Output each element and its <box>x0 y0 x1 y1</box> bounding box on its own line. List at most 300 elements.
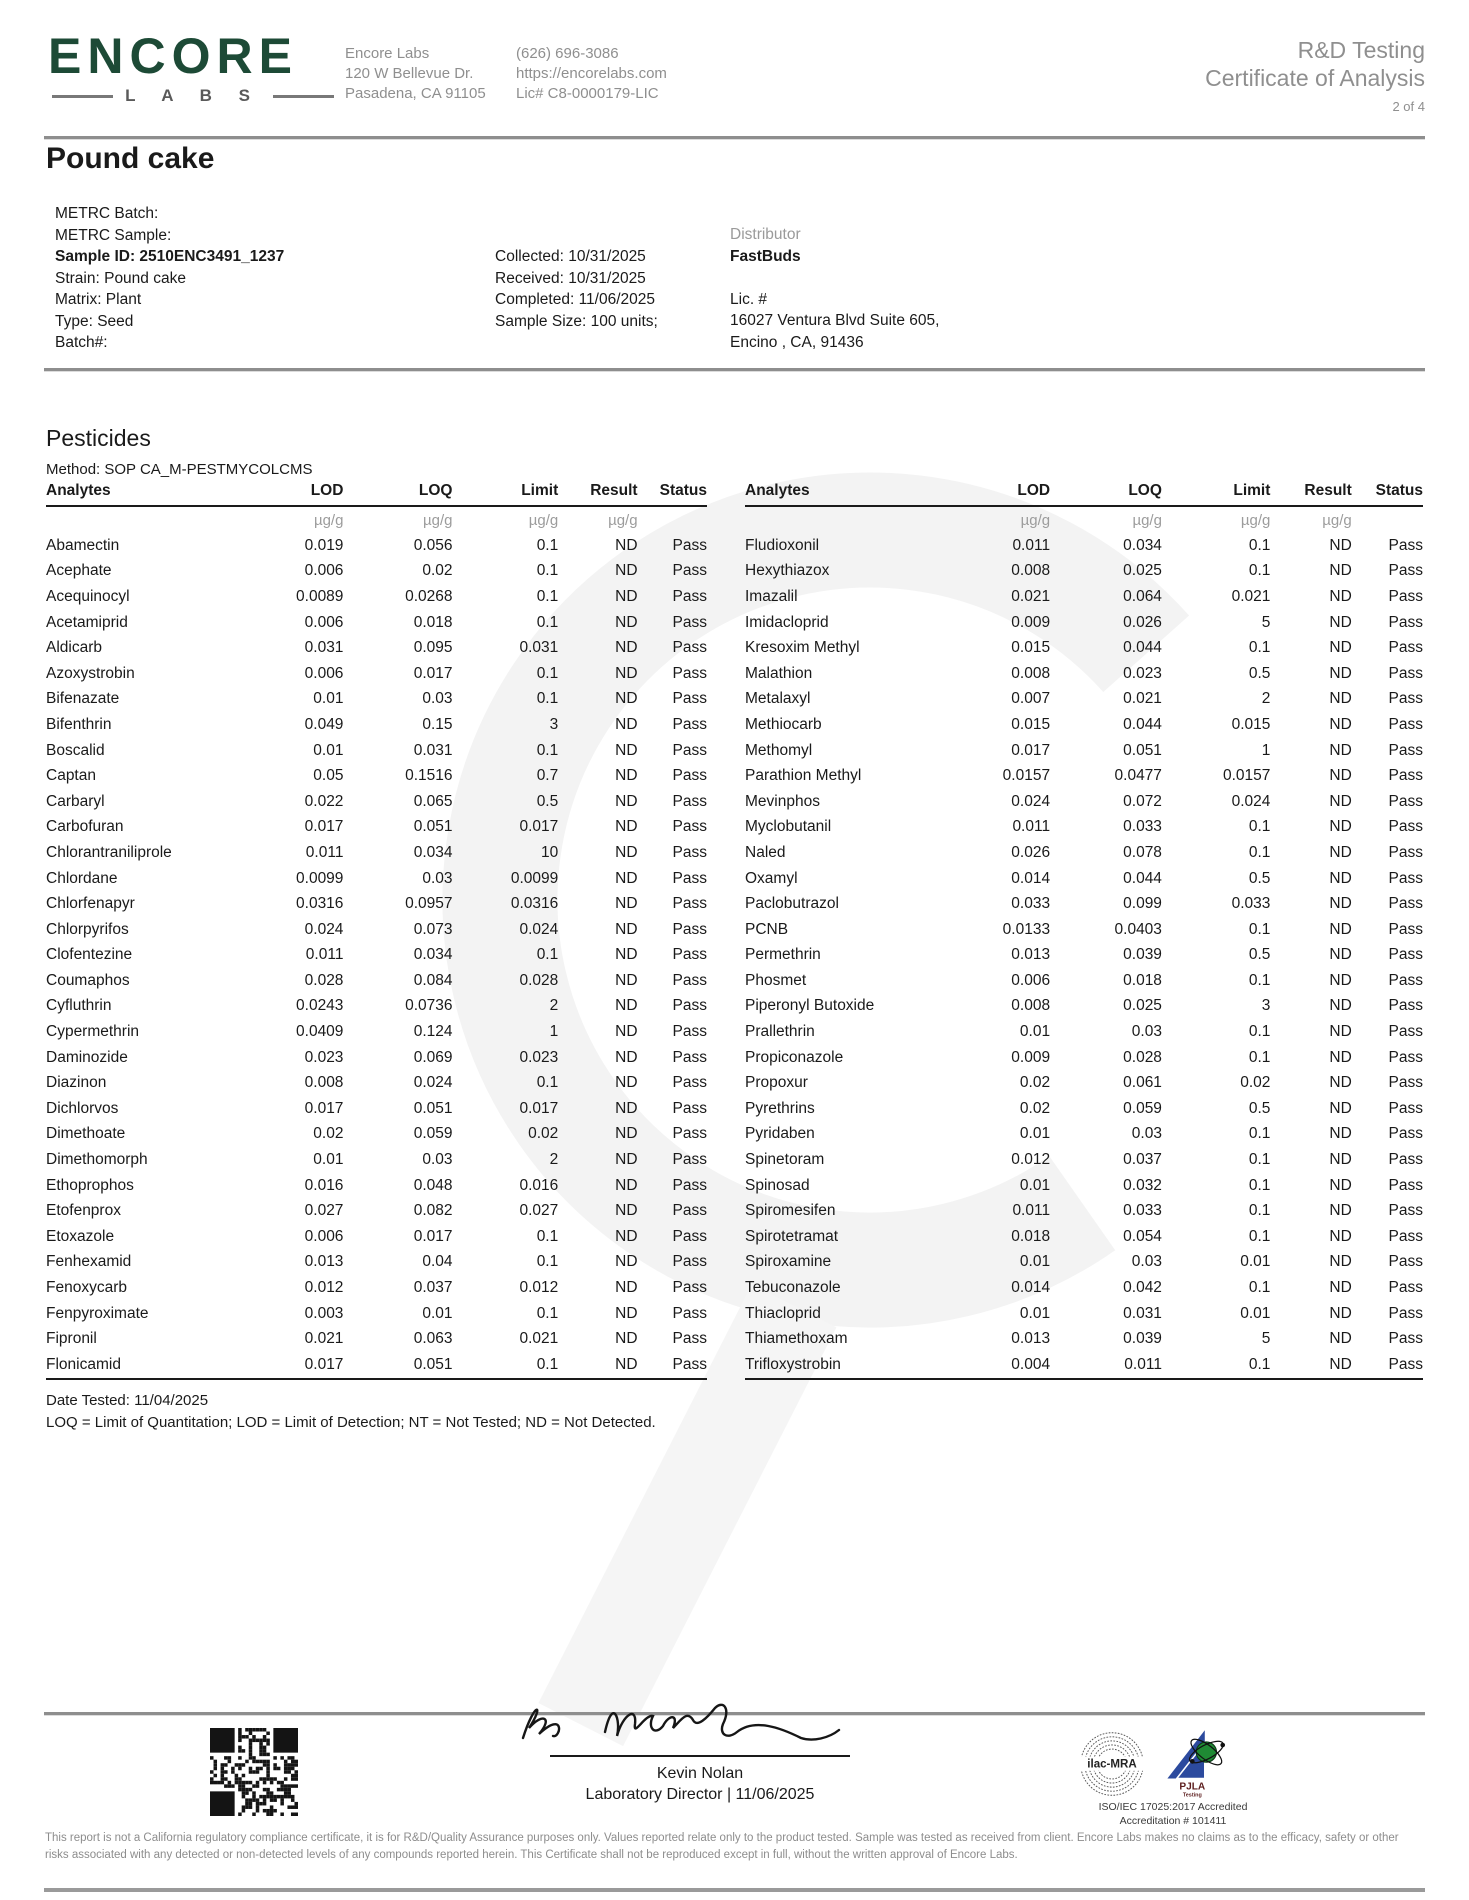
cell: ND <box>615 1355 638 1373</box>
cell: Fipronil <box>46 1330 97 1348</box>
cell: 0.009 <box>1011 1048 1051 1066</box>
cell: 0.054 <box>1123 1227 1162 1245</box>
cell: Pass <box>672 1074 707 1092</box>
cell: 0.004 <box>1011 1355 1051 1373</box>
cell: Pass <box>1388 971 1423 989</box>
cell: Pass <box>1388 869 1423 887</box>
cell: 0.01 <box>313 690 344 708</box>
product-title: Pound cake <box>46 142 215 175</box>
cell: Fenoxycarb <box>46 1279 127 1297</box>
cell: ND <box>1329 1048 1352 1066</box>
cell: Tebuconazole <box>745 1279 841 1297</box>
table-header-row <box>46 482 707 506</box>
cell: Pass <box>1388 639 1423 657</box>
cell: 0.015 <box>1011 715 1051 733</box>
cell: 0.049 <box>304 715 344 733</box>
sample-info-column <box>55 203 284 354</box>
cell: 0.006 <box>304 1227 344 1245</box>
cell: Pass <box>1388 741 1423 759</box>
cell: ND <box>615 1202 638 1220</box>
cell: 0.051 <box>413 1355 453 1373</box>
cell: 0.065 <box>413 792 453 810</box>
distributor-column <box>730 224 939 353</box>
table-row <box>46 943 707 969</box>
cell: 0.011 <box>1124 1355 1162 1373</box>
cell: ND <box>615 971 638 989</box>
cell: ND <box>1329 1330 1352 1348</box>
cell: ND <box>615 1151 638 1169</box>
cell: ND <box>1329 1253 1352 1271</box>
metrc-batch: METRC Batch: <box>55 205 159 222</box>
table-row <box>46 738 707 764</box>
cell: Pass <box>672 536 707 554</box>
cell: 0.1 <box>1248 536 1271 554</box>
cell: 0.082 <box>413 1202 453 1220</box>
table-row <box>745 1096 1423 1122</box>
cell: Pass <box>672 1048 707 1066</box>
cell: 10 <box>541 843 559 861</box>
cell: Permethrin <box>745 946 821 964</box>
cell: 0.01 <box>1019 1176 1051 1194</box>
cell: 0.1 <box>1248 1202 1271 1220</box>
cell: 2 <box>549 1151 559 1169</box>
table-row <box>745 584 1423 610</box>
cell: Pass <box>1388 1202 1423 1220</box>
cell: 0.009 <box>1011 613 1051 631</box>
cell: ND <box>1329 1355 1352 1373</box>
cell: 0.024 <box>1231 792 1271 810</box>
cell: 0.04 <box>422 1253 453 1271</box>
cell: Etofenprox <box>46 1202 121 1220</box>
distributor-license: Lic. # <box>730 290 768 308</box>
section-title: Pesticides <box>46 425 151 451</box>
column-header: Result <box>1270 482 1351 506</box>
cell: Parathion Methyl <box>745 767 862 785</box>
cell: Dimethoate <box>46 1125 126 1143</box>
distributor-label: Distributor <box>730 226 801 243</box>
cell: 0.01 <box>422 1304 453 1322</box>
cell: Mevinphos <box>745 792 820 810</box>
cell: ND <box>1329 1176 1352 1194</box>
cell: 0.0099 <box>296 869 344 887</box>
cell: 0.016 <box>304 1176 344 1194</box>
cell: ND <box>615 1176 638 1194</box>
table-row <box>745 1147 1423 1173</box>
cell: 0.028 <box>1123 1048 1162 1066</box>
cell: 0.042 <box>1123 1279 1162 1297</box>
table-row <box>46 1250 707 1276</box>
cell: 0.0403 <box>1114 920 1162 938</box>
cell: 0.003 <box>304 1304 344 1322</box>
metrc-sample: METRC Sample: <box>55 226 172 244</box>
units-cell <box>638 506 707 533</box>
lab-city: Pasadena, CA 91105 <box>345 85 486 102</box>
cell: 0.024 <box>519 920 559 938</box>
cell: 0.01 <box>1019 1125 1051 1143</box>
cell: Pass <box>1388 536 1423 554</box>
table-row <box>745 533 1423 559</box>
cell: Methomyl <box>745 741 813 759</box>
completed-date: Completed: 11/06/2025 <box>495 291 655 308</box>
cell: 0.02 <box>422 562 453 580</box>
cell: ND <box>1329 1304 1352 1322</box>
cell: Pass <box>1388 946 1423 964</box>
cell: 0.008 <box>304 1074 344 1092</box>
units-cell: µg/g <box>423 511 453 529</box>
cell: 0.1 <box>1248 1227 1271 1245</box>
cell: 0.01 <box>1240 1253 1271 1271</box>
cell: 0.5 <box>1248 664 1271 682</box>
cell: 0.017 <box>304 1355 344 1373</box>
cell: ND <box>1329 715 1352 733</box>
cell: Fenpyroximate <box>46 1304 149 1322</box>
cell: 0.01 <box>1019 1023 1051 1041</box>
cell: Methiocarb <box>745 715 822 733</box>
cell: 0.037 <box>1123 1151 1162 1169</box>
cell: 0.037 <box>413 1279 453 1297</box>
cell: Cypermethrin <box>46 1023 140 1041</box>
cell: ND <box>615 639 638 657</box>
cell: 0.031 <box>1123 1304 1162 1322</box>
table-row <box>46 1122 707 1148</box>
table-row <box>745 1301 1423 1327</box>
logo-wordmark: ENCORE <box>48 28 298 84</box>
units-cell <box>46 506 238 533</box>
cell: Pass <box>1388 1151 1423 1169</box>
received-date: Received: 10/31/2025 <box>495 269 646 287</box>
cell: Pass <box>672 1023 707 1041</box>
table-row <box>46 866 707 892</box>
cell: 0.1 <box>1248 843 1271 861</box>
cell: 0.013 <box>1011 1330 1051 1348</box>
cell: ND <box>615 1048 638 1066</box>
cell: 0.1 <box>536 1227 559 1245</box>
cell: 0.008 <box>1011 562 1051 580</box>
cell: Pyridaben <box>745 1125 815 1143</box>
cell: 0.033 <box>1123 818 1162 836</box>
cell: 0.022 <box>304 792 344 810</box>
cell: ND <box>615 587 638 605</box>
cell: 0.011 <box>1012 1202 1051 1220</box>
cell: Thiamethoxam <box>745 1330 848 1348</box>
table-units-row <box>745 506 1423 533</box>
cell: Spinetoram <box>745 1151 825 1169</box>
cell: ND <box>615 843 638 861</box>
cell: Spirotetramat <box>745 1227 839 1245</box>
sample-id: Sample ID: 2510ENC3491_1237 <box>55 248 285 265</box>
cell: Pass <box>1388 613 1423 631</box>
lab-street: 120 W Bellevue Dr. <box>345 65 474 82</box>
cell: 0.018 <box>1011 1227 1051 1245</box>
cell: ND <box>615 1304 638 1322</box>
cell: Oxamyl <box>745 869 798 887</box>
cell: 0.1 <box>536 1304 559 1322</box>
pjla-sub-label: Testing <box>1182 1792 1202 1798</box>
cell: Pass <box>672 562 707 580</box>
cell: ND <box>1329 587 1352 605</box>
cell: 0.1 <box>1248 1279 1271 1297</box>
table-row <box>745 1070 1423 1096</box>
ilac-mra-seal-icon <box>1078 1730 1146 1798</box>
cell: 0.024 <box>413 1074 453 1092</box>
cell: ND <box>615 1099 638 1117</box>
units-cell: µg/g <box>1240 511 1271 529</box>
cell: Propoxur <box>745 1074 808 1092</box>
cell: 0.021 <box>1123 690 1162 708</box>
table-row <box>745 1352 1423 1379</box>
table-row <box>46 712 707 738</box>
column-header: Result <box>558 482 637 506</box>
cell: 0.0243 <box>296 997 344 1015</box>
cell: ND <box>1329 869 1352 887</box>
cell: 0.02 <box>313 1125 344 1143</box>
cell: Pass <box>1388 1125 1423 1143</box>
table-row <box>745 1173 1423 1199</box>
distributor-name: FastBuds <box>730 247 801 265</box>
cell: 0.1 <box>1248 920 1271 938</box>
cell: 0.034 <box>1123 536 1162 554</box>
cell: Pass <box>672 741 707 759</box>
cell: Pass <box>1388 1227 1423 1245</box>
cell: 0.0477 <box>1114 767 1162 785</box>
cell: 0.051 <box>1123 741 1162 759</box>
cell: ND <box>1329 1202 1352 1220</box>
cell: ND <box>1329 818 1352 836</box>
cell: ND <box>1329 1151 1352 1169</box>
cell: 1 <box>549 1023 559 1041</box>
cell: ND <box>615 613 638 631</box>
cell: 0.1 <box>536 587 559 605</box>
cell: 0.0957 <box>405 895 453 913</box>
cell: Propiconazole <box>745 1048 844 1066</box>
accreditation-standard: ISO/IEC 17025:2017 Accredited <box>1098 1801 1248 1813</box>
cell: ND <box>1329 767 1352 785</box>
cell: 0.017 <box>304 818 344 836</box>
cell: 0.1 <box>1248 1151 1271 1169</box>
cell: 3 <box>1261 997 1271 1015</box>
cell: Pass <box>672 1125 707 1143</box>
cell: 0.006 <box>304 613 344 631</box>
cell: 0.048 <box>413 1176 453 1194</box>
cell: 0.02 <box>1240 1074 1271 1092</box>
table-row <box>745 968 1423 994</box>
table-row <box>46 815 707 841</box>
cell: Cyfluthrin <box>46 997 112 1015</box>
signature-block <box>520 1755 880 1805</box>
table-row <box>745 610 1423 636</box>
cell: Chlordane <box>46 869 118 887</box>
cell: ND <box>615 1023 638 1041</box>
cell: Pass <box>1388 664 1423 682</box>
cell: Malathion <box>745 664 813 682</box>
sample-type: Type: Seed <box>55 312 134 330</box>
cell: 0.059 <box>1123 1099 1162 1117</box>
cell: Phosmet <box>745 971 807 989</box>
cell: ND <box>615 946 638 964</box>
cell: 0.025 <box>1123 997 1162 1015</box>
table-row <box>46 840 707 866</box>
encore-logo <box>48 30 338 106</box>
report-type: R&D Testing <box>1297 37 1425 63</box>
pjla-logo-icon <box>1158 1724 1236 1798</box>
cell: 0.1 <box>1248 1048 1271 1066</box>
table-row <box>46 789 707 815</box>
logo-labs-row <box>48 86 338 106</box>
table-row <box>745 789 1423 815</box>
cell: Pass <box>672 997 707 1015</box>
cell: 0.008 <box>1011 997 1051 1015</box>
cell: 0.0736 <box>405 997 453 1015</box>
cell: 0.0157 <box>1222 767 1271 785</box>
cell: 0.018 <box>1123 971 1162 989</box>
cell: 0.017 <box>1011 741 1051 759</box>
table-row <box>745 1198 1423 1224</box>
table-header-row <box>745 482 1423 506</box>
cell: ND <box>1329 920 1352 938</box>
cell: 0.0316 <box>510 895 559 913</box>
cell: 0.1 <box>1248 1023 1271 1041</box>
cell: Pass <box>672 1202 707 1220</box>
cell: Myclobutanil <box>745 818 832 836</box>
cell: Piperonyl Butoxide <box>745 997 875 1015</box>
qr-code <box>210 1728 298 1816</box>
cell: Pass <box>672 1279 707 1297</box>
cell: 0.01 <box>313 741 344 759</box>
cell: Pass <box>1388 792 1423 810</box>
cell: Etoxazole <box>46 1227 115 1245</box>
table-row <box>745 738 1423 764</box>
units-cell: µg/g <box>1020 511 1051 529</box>
cell: ND <box>1329 946 1352 964</box>
cell: 0.023 <box>1123 664 1162 682</box>
cell: Pass <box>672 1099 707 1117</box>
signer-name: Kevin Nolan <box>656 1765 744 1782</box>
cell: ND <box>1329 1023 1352 1041</box>
cell: 0.1 <box>1248 1125 1271 1143</box>
cell: Acetamiprid <box>46 613 128 631</box>
strain: Strain: Pound cake <box>55 269 186 287</box>
cell: 0.0316 <box>296 895 344 913</box>
lab-contact-block <box>516 44 667 104</box>
cell: 0.017 <box>519 818 559 836</box>
cell: 0.078 <box>1123 843 1162 861</box>
table-row <box>46 687 707 713</box>
cell: 0.1516 <box>405 767 453 785</box>
cell: 0.039 <box>1123 1330 1162 1348</box>
cell: 0.019 <box>304 536 344 554</box>
cell: 0.024 <box>1011 792 1051 810</box>
cell: Chlorantraniliprole <box>46 843 172 861</box>
cell: Pass <box>672 1151 707 1169</box>
cell: ND <box>615 1074 638 1092</box>
cell: ND <box>615 715 638 733</box>
table-row <box>46 1096 707 1122</box>
cell: Pass <box>1388 1330 1423 1348</box>
cell: 0.1 <box>536 536 559 554</box>
cell: 0.031 <box>413 741 453 759</box>
cell: 0.5 <box>536 792 559 810</box>
table-row <box>46 610 707 636</box>
cell: 0.027 <box>519 1202 559 1220</box>
cell: ND <box>1329 843 1352 861</box>
cell: 0.021 <box>304 1330 344 1348</box>
cell: 0.124 <box>413 1023 453 1041</box>
table-row <box>46 584 707 610</box>
cell: Pass <box>672 613 707 631</box>
cell: PCNB <box>745 920 789 938</box>
cell: 0.01 <box>1240 1304 1271 1322</box>
cell: 0.05 <box>313 767 344 785</box>
cell: 3 <box>549 715 559 733</box>
table-row <box>745 661 1423 687</box>
disclaimer-text: This report is not a California regulatory compliance certificate, it is for R&D/Quality Assurance purposes only. Values reported relate only to the product tested. Sample was tested as received from client. Encore Labs makes no claims as to the efficacy, safety or other risks associated with any detected or non-detected levels of any compounds reported herein. This Certificate shall not be reproduced except in full, without the written approval of Encore Labs. <box>45 1832 1399 1861</box>
cell: Pass <box>672 869 707 887</box>
cell: 0.023 <box>304 1048 344 1066</box>
cell: 0.028 <box>304 971 344 989</box>
table-row <box>745 559 1423 585</box>
page-number: 2 of 4 <box>1392 99 1425 114</box>
cell: Spiromesifen <box>745 1202 836 1220</box>
table-row <box>745 866 1423 892</box>
cell: 0.011 <box>1012 818 1051 836</box>
cell: Pass <box>672 843 707 861</box>
table-row <box>46 1326 707 1352</box>
cell: Daminozide <box>46 1048 128 1066</box>
collected-date: Collected: 10/31/2025 <box>495 248 646 265</box>
table-row <box>46 661 707 687</box>
cell: 0.1 <box>1248 1176 1271 1194</box>
sample-divider <box>44 368 1425 372</box>
cell: ND <box>1329 895 1352 913</box>
cell: 0.1 <box>536 1074 559 1092</box>
ilac-mra-label: ilac-MRA <box>1087 1758 1137 1771</box>
table-row <box>745 815 1423 841</box>
cell: Naled <box>745 843 786 861</box>
cell: 0.069 <box>413 1048 453 1066</box>
units-cell: µg/g <box>608 511 638 529</box>
table-row <box>46 559 707 585</box>
cell: 0.063 <box>413 1330 453 1348</box>
column-header: LOD <box>942 482 1050 506</box>
table-row <box>46 1301 707 1327</box>
cell: Imidacloprid <box>745 613 829 631</box>
dates-column <box>495 246 658 332</box>
table-row <box>745 994 1423 1020</box>
cell: ND <box>1329 562 1352 580</box>
cell: 0.7 <box>536 767 559 785</box>
cell: 0.016 <box>519 1176 559 1194</box>
table-row <box>745 712 1423 738</box>
cell: Pass <box>1388 1023 1423 1041</box>
cell: 0.1 <box>1248 1355 1271 1373</box>
cell: Bifenazate <box>46 690 120 708</box>
cell: Pass <box>1388 715 1423 733</box>
cell: ND <box>615 536 638 554</box>
cell: 0.034 <box>413 946 453 964</box>
cell: ND <box>615 767 638 785</box>
cell: ND <box>1329 997 1352 1015</box>
cell: 0.027 <box>304 1202 344 1220</box>
cell: 0.0409 <box>296 1023 344 1041</box>
cell: 0.1 <box>536 690 559 708</box>
table-row <box>745 1122 1423 1148</box>
cell: 0.011 <box>1012 536 1051 554</box>
table-row <box>745 763 1423 789</box>
cell: 0.02 <box>1019 1099 1051 1117</box>
table-row <box>745 1224 1423 1250</box>
cell: Pass <box>672 587 707 605</box>
cell: 0.014 <box>1011 1279 1051 1297</box>
